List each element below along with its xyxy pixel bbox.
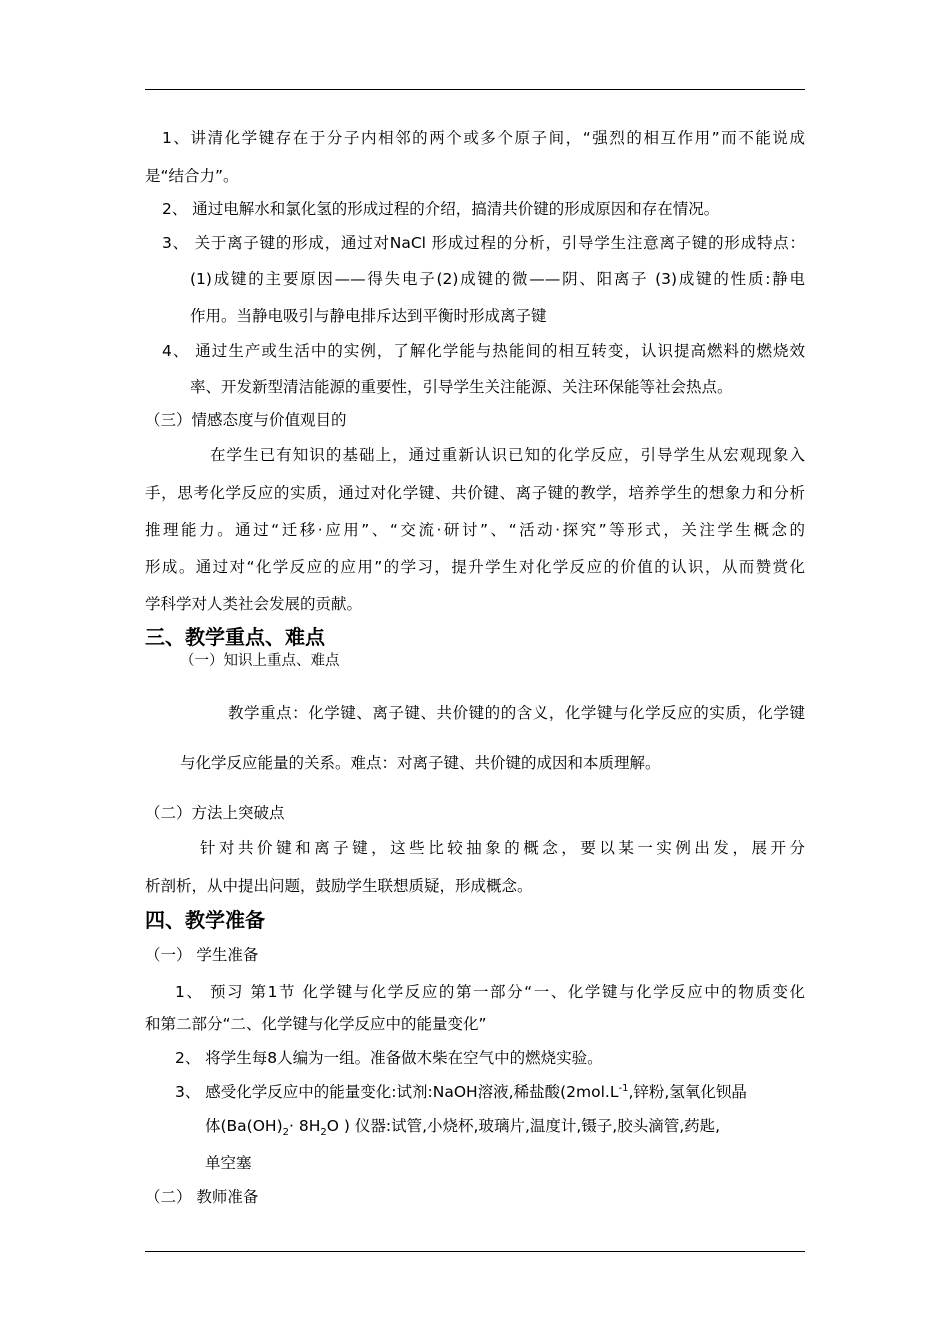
key-points-line-1: 教学重点：化学键、离子键、共价键的的含义，化学键与化学反应的实质，化学键 bbox=[228, 704, 805, 722]
section-4-title: 四、教学准备 bbox=[145, 908, 265, 932]
emotion-line-5: 学科学对人类社会发展的贡献。 bbox=[145, 595, 363, 613]
emotion-line-3: 推理能力。通过“迁移·应用”、“交流·研讨”、“活动·探究”等形式，关注学生概念的 bbox=[145, 521, 805, 539]
section-3-sub-2: （二）方法上突破点 bbox=[145, 804, 285, 822]
section-3-title: 三、教学重点、难点 bbox=[145, 625, 325, 649]
method-line-1: 针对共价键和离子键，这些比较抽象的概念，要以某一实例出发，展开分 bbox=[200, 839, 805, 857]
objective-item-1-line-1: 1、讲清化学键存在于分子内相邻的两个或多个原子间，“强烈的相互作用”而不能说成 bbox=[162, 129, 805, 147]
prep-item-3-line-1: 3、 感受化学反应中的能量变化:试剂:NaOH溶液,稀盐酸($2mol.L^{-1}$,锌粉,氢氧化钡晶 bbox=[175, 1082, 747, 1101]
objective-item-3-line-3: 作用。当静电吸引与静电排斥达到平衡时形成离子键 bbox=[190, 307, 547, 325]
section-4-sub-1: （一） 学生准备 bbox=[145, 946, 259, 964]
emotion-line-2: 手，思考化学反应的实质，通过对化学键、共价键、离子键的教学，培养学生的想象力和分析 bbox=[145, 484, 805, 502]
emotion-line-1: 在学生已有知识的基础上，通过重新认识已知的化学反应，引导学生从宏观现象入 bbox=[210, 446, 805, 464]
prep-item-3-line-2: 体($Ba(OH)_2\cdot 8H_2O$ ) 仪器:试管,小烧杯,玻璃片,温度计,镊子,胶头滴管,药匙, bbox=[205, 1117, 721, 1139]
objective-item-3-line-1: 3、 关于离子键的形成，通过对NaCl 形成过程的分析，引导学生注意离子键的形成特点： bbox=[162, 234, 805, 252]
prep-item-1-line-2: 和第二部分“二、化学键与化学反应中的能量变化” bbox=[145, 1015, 487, 1033]
emotion-heading: （三）情感态度与价值观目的 bbox=[145, 411, 347, 429]
section-3-sub-1: （一）知识上重点、难点 bbox=[180, 653, 340, 669]
key-points-line-2: 与化学反应能量的关系。难点：对离子键、共价键的成因和本质理解。 bbox=[180, 754, 661, 772]
prep-item-2: 2、 将学生每8人编为一组。准备做木柴在空气中的燃烧实验。 bbox=[175, 1049, 603, 1067]
emotion-line-4: 形成。通过对“化学反应的应用”的学习，提升学生对化学反应的价值的认识，从而赞赏化 bbox=[145, 558, 805, 576]
section-4-sub-2: （二） 教师准备 bbox=[145, 1188, 259, 1206]
prep-item-1-line-1: 1、 预习 第1节 化学键与化学反应的第一部分“一、化学键与化学反应中的物质变化 bbox=[175, 983, 805, 1001]
objective-item-1-line-2: 是“结合力”。 bbox=[145, 167, 239, 185]
prep-item-3-line-3: 单空塞 bbox=[205, 1154, 252, 1172]
footer-rule bbox=[145, 1251, 805, 1252]
objective-item-4-line-1: 4、 通过生产或生活中的实例，了解化学能与热能间的相互转变，认识提高燃料的燃烧效 bbox=[162, 342, 805, 360]
objective-item-2: 2、 通过电解水和氯化氢的形成过程的介绍，搞清共价键的形成原因和存在情况。 bbox=[162, 200, 720, 218]
objective-item-4-line-2: 率、开发新型清洁能源的重要性，引导学生关注能源、关注环保能等社会热点。 bbox=[190, 378, 733, 396]
objective-item-3-line-2: (1)成键的主要原因——得失电子(2)成键的微——阴、阳离子 (3)成键的性质:静电 bbox=[190, 270, 805, 288]
method-line-2: 析剖析，从中提出问题，鼓励学生联想质疑，形成概念。 bbox=[145, 877, 533, 895]
header-rule bbox=[145, 89, 805, 90]
